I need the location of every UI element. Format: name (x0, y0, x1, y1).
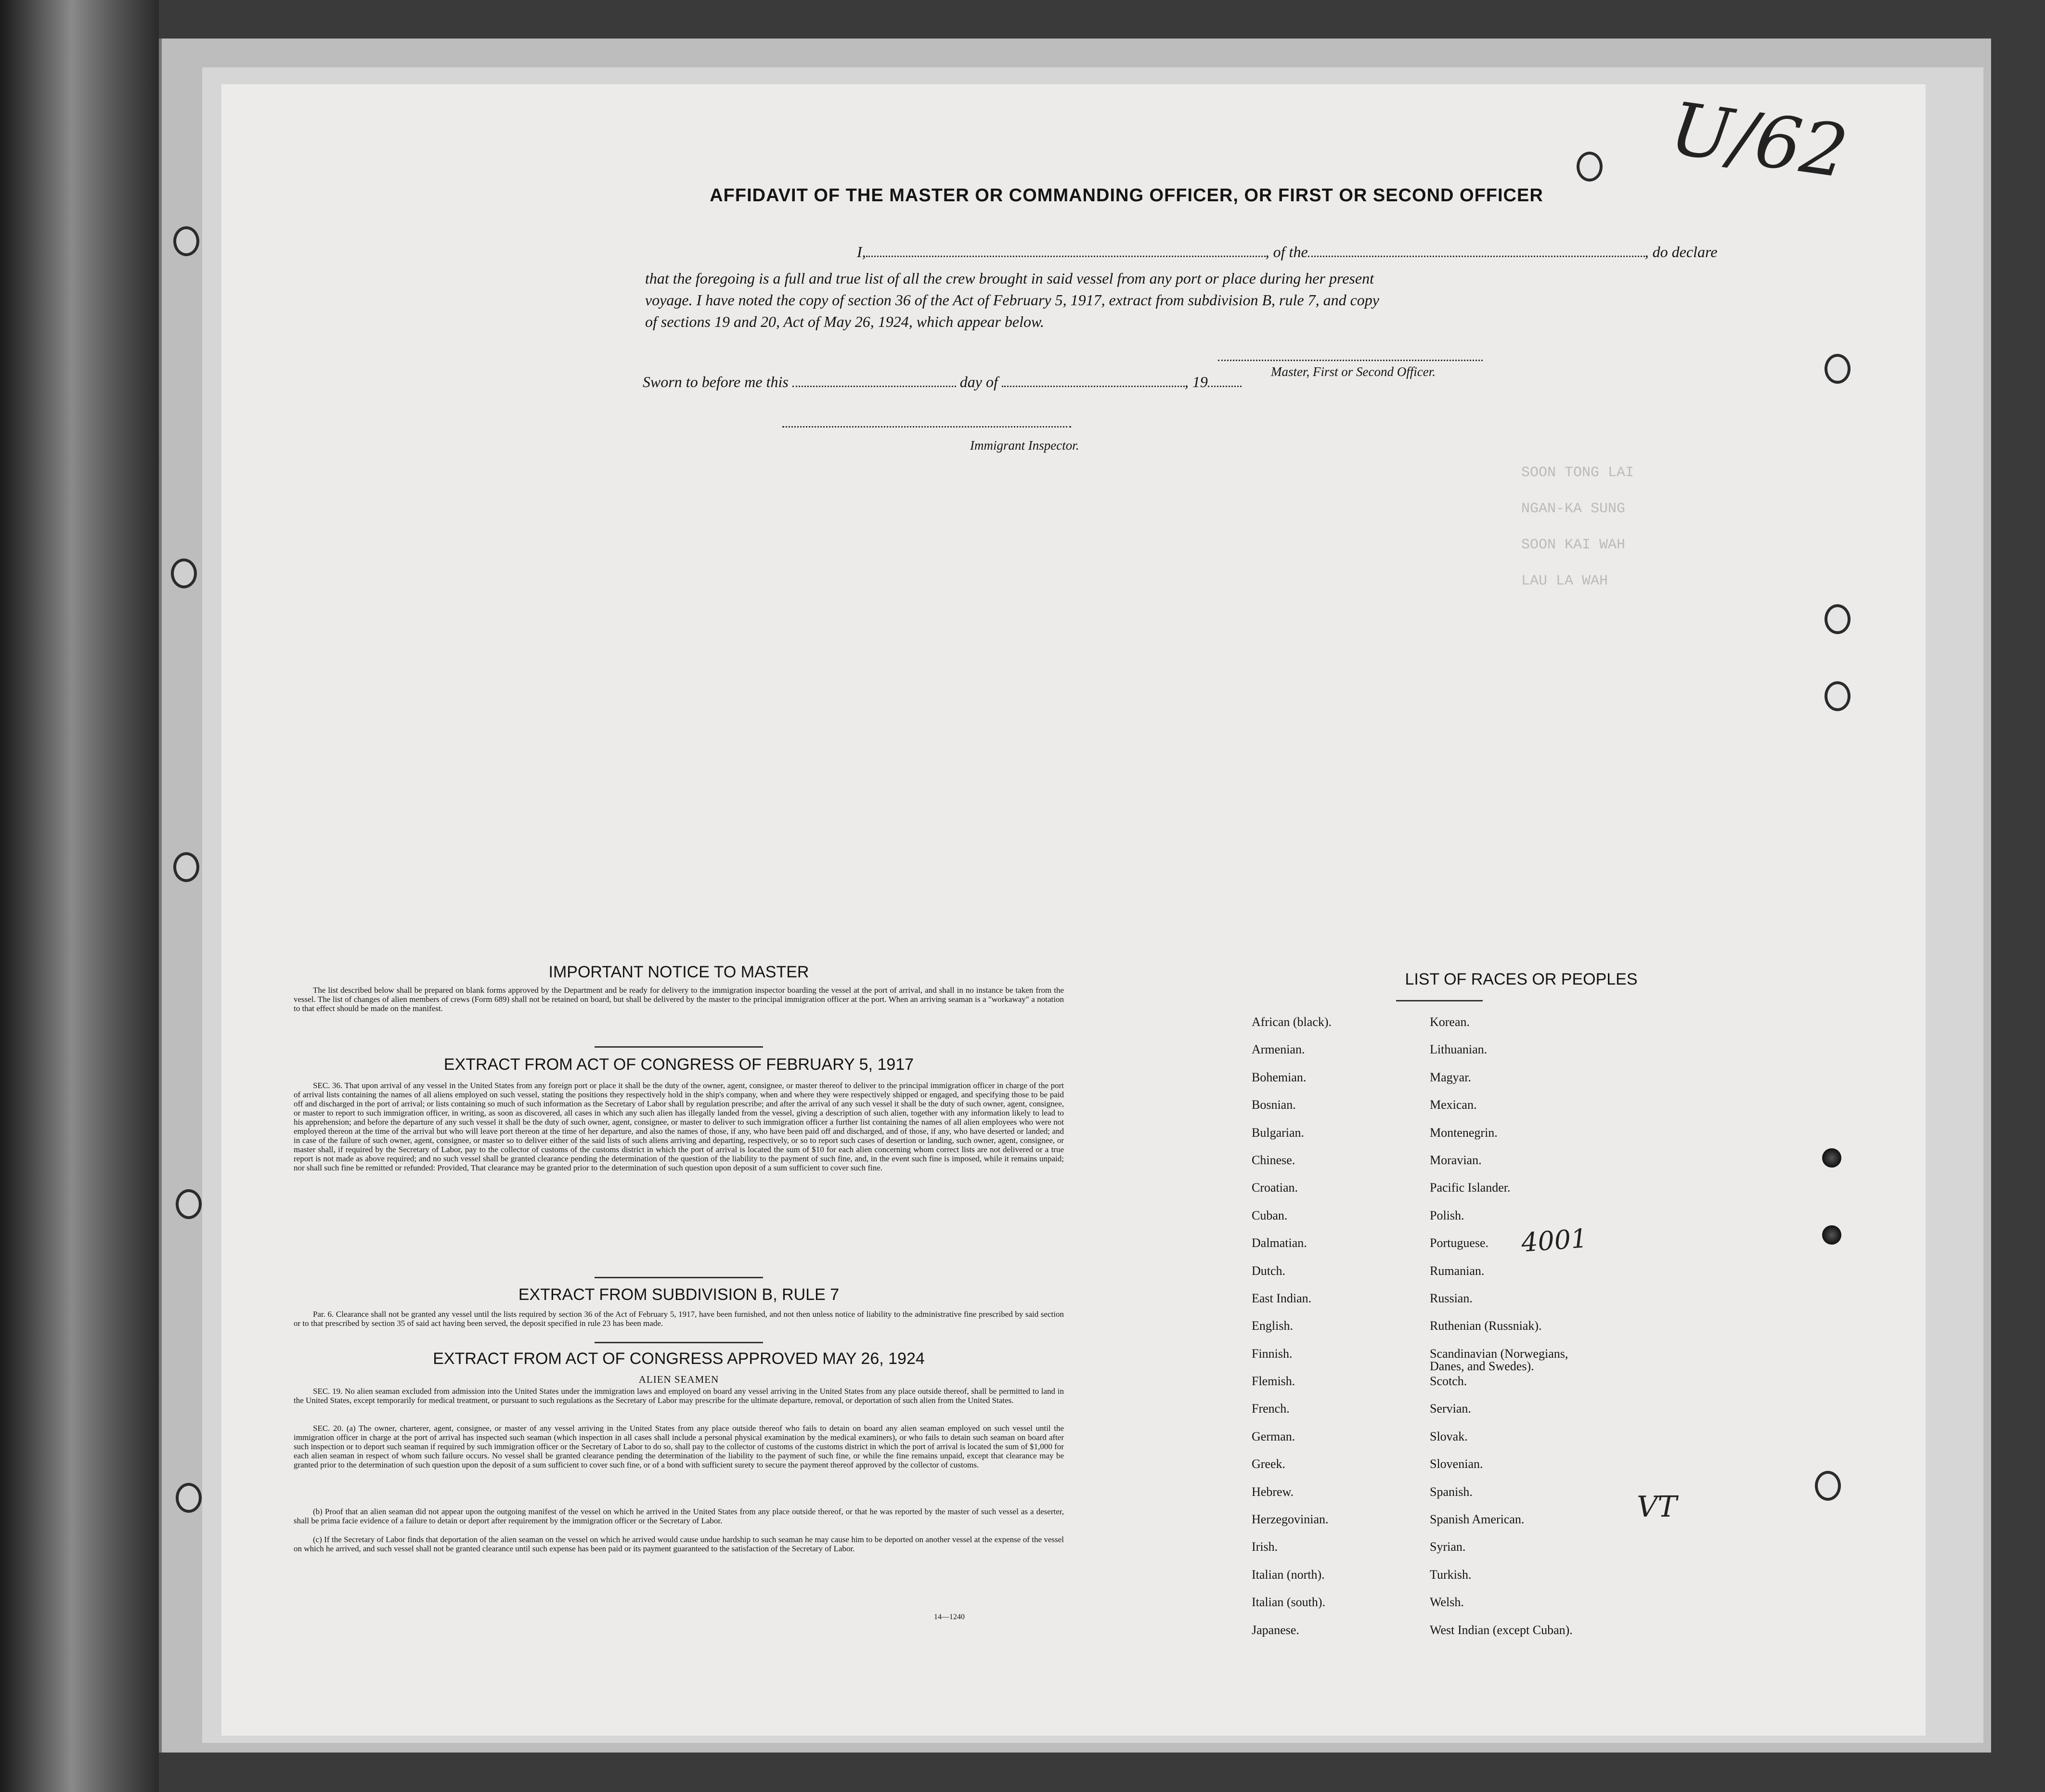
affidavit-of-the: , of the (1265, 243, 1308, 260)
sworn-day-blank[interactable] (792, 386, 956, 387)
race-item: Turkish. (1430, 1567, 1472, 1582)
punch-hole (171, 558, 197, 588)
race-item: French. (1252, 1402, 1290, 1416)
extract-rule7-text: Par. 6. Clearance shall not be granted any vessel until the lists required by section 36 of the Act of February 5, 1917, have been furnished, and not then unless notice of liability to the administrative fine prescribed by said section or to that prescribed by section 35 of said act having been served, the deposit specified in rule 23 has been made. (294, 1310, 1064, 1328)
rivet (1822, 1225, 1841, 1245)
race-item: Lithuanian. (1430, 1042, 1488, 1057)
race-item: Mexican. (1430, 1098, 1477, 1112)
race-item: Greek. (1252, 1457, 1286, 1471)
sworn-month-blank[interactable] (1002, 386, 1185, 387)
extract-1924-title: EXTRACT FROM ACT OF CONGRESS APPROVED MAY 26, 1924 (433, 1350, 925, 1368)
race-item: Bohemian. (1252, 1070, 1307, 1084)
notice-title: IMPORTANT NOTICE TO MASTER (548, 963, 809, 981)
punch-hole (1577, 152, 1603, 182)
race-item: Dalmatian. (1252, 1236, 1307, 1250)
race-item: Italian (north). (1252, 1567, 1325, 1582)
notice-text: The list described below shall be prepared on blank forms approved by the Department and be ready for delivery to the immigration inspector boarding the vessel at the port of arrival, and shall in no instance be taken from the vessel. The list of changes of alien members of crews (Form 689) shall not be retained on board, but shall be delivered by the master to the principal immigration officer at the port. When an arriving seaman is a "workaway" a notation to that effect should be made on the manifest. (294, 986, 1064, 1013)
race-item: Irish. (1252, 1540, 1278, 1554)
race-item: Ruthenian (Russniak). (1430, 1319, 1542, 1333)
race-item: Flemish. (1252, 1374, 1295, 1389)
handwritten-margin-note: 4001 (1520, 1223, 1589, 1258)
race-item: Montenegrin. (1430, 1125, 1498, 1140)
handwritten-reference: U/62 (1665, 87, 1853, 195)
race-item: Moravian. (1430, 1153, 1482, 1167)
race-item: Danes, and Swedes). (1430, 1359, 1534, 1373)
race-item: Servian. (1430, 1402, 1471, 1416)
extract-1924-sec20c: (c) If the Secretary of Labor finds that deportation of the alien seaman on the vessel on which he arrived would cause undue hardship to such seaman he may cause him to be deported on another vessel at the expense of the vessel on which he arrived, and such vessel shall not be granted clearance until such expense has been paid or its payment guaranteed to the satisfaction of the Secretary of Labor. (294, 1535, 1064, 1553)
punch-hole (1815, 1471, 1841, 1501)
master-signature-line[interactable] (1218, 360, 1483, 361)
extract-1917-text: SEC. 36. That upon arrival of any vessel in the United States from any foreign port or place it shall be the duty of the owner, agent, consignee, or master thereof to deliver to the principal immigration officer in charge of the port of arrival lists containing the names of all aliens employed on such vessel, stating the positions they respectively hold in the ship's company, when and where they were respectively shipped or engaged, and specifying those to be paid off and discharged in the port of arrival; or lists containing so much of such information as the Secretary of Labor shall by regulation prescribe; and after the arrival of any such vessel it shall be the duty of such owner, agent, consignee, or master to report to such immigration officer, in writing, as soon as discovered, all cases in which any such alien has illegally landed from the vessel, giving a description of such alien, together with any information likely to lead to his apprehension; and before the departure of any such vessel it shall be the duty of such owner, agent, consignee, or master to deliver to such immigration officer a further list containing the names of all alien employees who were not employed thereon at the time of the arrival but who will leave port thereon at the time of her departure, and also the names of those, if any, who have been paid off and discharged, and of those, if any, who have deserted or landed; and in case of the failure of such owner, agent, consignee, or master so to deliver either of the said lists of such aliens arriving and departing, respectively, or so to report such cases of desertion or landing, such owner, agent, consignee, or master shall, if required by the Secretary of Labor, pay to the collector of customs of the customs district in which the port of arrival is located the sum of $10 for each alien concerning whom correct lists are not delivered or a true report is not made as above required; and no such vessel shall be granted clearance pending the determination of the question of the liability to the payment of such fine, and, in the event such fine is imposed, while it remains unpaid; nor shall such fine be remitted or refunded: Provided, That clearance may be granted prior to the determination of such question upon deposit of a sum sufficient to cover such fine. (294, 1081, 1064, 1172)
extract-1917-title: EXTRACT FROM ACT OF CONGRESS OF FEBRUARY 5, 1917 (443, 1055, 914, 1074)
inspector-signature-line[interactable] (782, 426, 1071, 428)
race-item: Japanese. (1252, 1623, 1299, 1637)
extract-1924-sec20a: SEC. 20. (a) The owner, charterer, agent, consignee, or master of any vessel arriving in the United States from any place outside thereof who fails to detain on board any alien seaman employed on such vessel until the immigration officer in charge at the port of arrival has inspected such seaman (which inspection in all cases shall include a personal physical examination by the medical examiners), or who fails to detain such seaman on board after such inspection or to deport such seaman if required by such immigration officer or the Secretary of Labor to do so, shall pay to the collector of customs of the customs district in which the port of arrival is located the sum of $1,000 for each alien seaman in respect of whom such failure occurs. No vessel shall be granted clearance pending the determination of the liability to the payment of such fine, or while the fine remains unpaid, except that clearance may be granted prior to the determination of such question upon the deposit of a sum sufficient to cover such fine, or of a bond with sufficient surety to secure the payment thereof approved by the collector of customs. (294, 1424, 1064, 1469)
race-item: Welsh. (1430, 1595, 1464, 1610)
day-of-label: day of (959, 373, 998, 390)
race-item: Slovenian. (1430, 1457, 1483, 1471)
race-item: Scandinavian (Norwegians, (1430, 1346, 1568, 1361)
race-item: Chinese. (1252, 1153, 1295, 1167)
race-item: Korean. (1430, 1015, 1470, 1029)
affidavit-line-3: voyage. I have noted the copy of section 36 of the Act of February 5, 1917, extract from subdivision B, rule 7, and copy (645, 291, 1379, 309)
race-item: African (black). (1252, 1015, 1332, 1029)
punch-hole (173, 852, 199, 882)
bleed-through-row: LAU LA WAH (1521, 573, 1608, 589)
race-item: Rumanian. (1430, 1263, 1485, 1278)
bleed-through-row: SOON TONG LAI (1521, 465, 1634, 481)
master-signature-label: Master, First or Second Officer. (1271, 364, 1436, 379)
race-item: Russian. (1430, 1291, 1473, 1305)
races-right-column (1430, 1016, 1573, 1651)
extract-1924-sec20b: (b) Proof that an alien seaman did not appear upon the outgoing manifest of the vessel on which he arrived in the United States from any place outside thereof, or that he was reported by the master of such vessel as a deserter, shall be prima facie evidence of a failure to detain or deport after requirement by the immigration officer or the Secretary of Labor. (294, 1507, 1064, 1525)
race-item: West Indian (except Cuban). (1430, 1623, 1573, 1637)
affidavit-title: AFFIDAVIT OF THE MASTER OR COMMANDING OFFICER, OR FIRST OR SECOND OFFICER (710, 185, 1543, 206)
race-item: English. (1252, 1319, 1293, 1333)
punch-hole (173, 226, 199, 256)
rivet (1822, 1148, 1841, 1168)
form-code: 14—1240 (934, 1613, 965, 1621)
handwritten-vt: VT (1637, 1490, 1677, 1524)
race-item: German. (1252, 1429, 1295, 1443)
races-title: LIST OF RACES OR PEOPLES (1405, 970, 1638, 988)
vessel-name-blank[interactable] (1308, 256, 1645, 257)
race-item: Finnish. (1252, 1346, 1293, 1361)
divider (595, 1277, 763, 1278)
race-item: Magyar. (1430, 1070, 1471, 1084)
punch-hole (1825, 604, 1851, 634)
extract-rule7-title: EXTRACT FROM SUBDIVISION B, RULE 7 (518, 1286, 840, 1304)
race-item: Italian (south). (1252, 1595, 1326, 1610)
divider (595, 1342, 763, 1343)
affidavit-i: I, (857, 243, 866, 260)
race-item: Slovak. (1430, 1429, 1468, 1443)
affidavit-line-4: of sections 19 and 20, Act of May 26, 1924, which appear below. (645, 313, 1044, 330)
race-item: Portuguese. (1430, 1236, 1489, 1250)
races-left-column (1252, 1016, 1332, 1651)
race-item: Herzegovinian. (1252, 1512, 1329, 1527)
bleed-through-row: NGAN-KA SUNG (1521, 501, 1626, 517)
race-item: Syrian. (1430, 1540, 1466, 1554)
race-item: Spanish American. (1430, 1512, 1525, 1527)
race-item: Armenian. (1252, 1042, 1305, 1057)
inspector-signature-label: Immigrant Inspector. (970, 438, 1079, 453)
extract-1924-subtitle: ALIEN SEAMEN (638, 1374, 719, 1385)
year-prefix: , 19 (1184, 373, 1208, 390)
sworn-year-blank[interactable] (1208, 386, 1242, 387)
punch-hole (1825, 681, 1851, 711)
affidavit-line-2: that the foregoing is a full and true list of all the crew brought in said vessel from any port or place during her present (645, 270, 1374, 287)
form-page (221, 84, 1926, 1736)
bleed-through-row: SOON KAI WAH (1521, 537, 1626, 553)
sworn-before-label: Sworn to before me this (643, 373, 789, 390)
race-item: Polish. (1430, 1208, 1464, 1222)
punch-hole (176, 1483, 202, 1513)
punch-hole (176, 1189, 202, 1219)
affidavit-do-declare: , do declare (1644, 243, 1718, 260)
binder-edge (0, 0, 159, 1792)
race-item: Croatian. (1252, 1181, 1298, 1195)
punch-hole (1825, 354, 1851, 384)
race-item: East Indian. (1252, 1291, 1312, 1305)
divider (595, 1046, 763, 1048)
extract-1924-sec19: SEC. 19. No alien seaman excluded from admission into the United States under the immigration laws and employed on board any vessel arriving in the United States from any place outside thereof, shall be permitted to land in the United States, except temporarily for medical treatment, or pursuant to such regulations as the Secretary of Labor may prescribe for the ultimate departure, removal, or deportation of such alien from the United States. (294, 1387, 1064, 1405)
race-item: Bosnian. (1252, 1098, 1296, 1112)
divider (1396, 1000, 1483, 1001)
race-item: Scotch. (1430, 1374, 1467, 1389)
master-name-blank[interactable] (866, 256, 1266, 257)
race-item: Pacific Islander. (1430, 1181, 1511, 1195)
race-item: Hebrew. (1252, 1484, 1294, 1499)
sworn-line (643, 373, 1242, 391)
race-item: Dutch. (1252, 1263, 1286, 1278)
race-item: Cuban. (1252, 1208, 1288, 1222)
affidavit-declaration-line (645, 243, 1717, 261)
race-item: Bulgarian. (1252, 1125, 1305, 1140)
race-item: Spanish. (1430, 1484, 1473, 1499)
